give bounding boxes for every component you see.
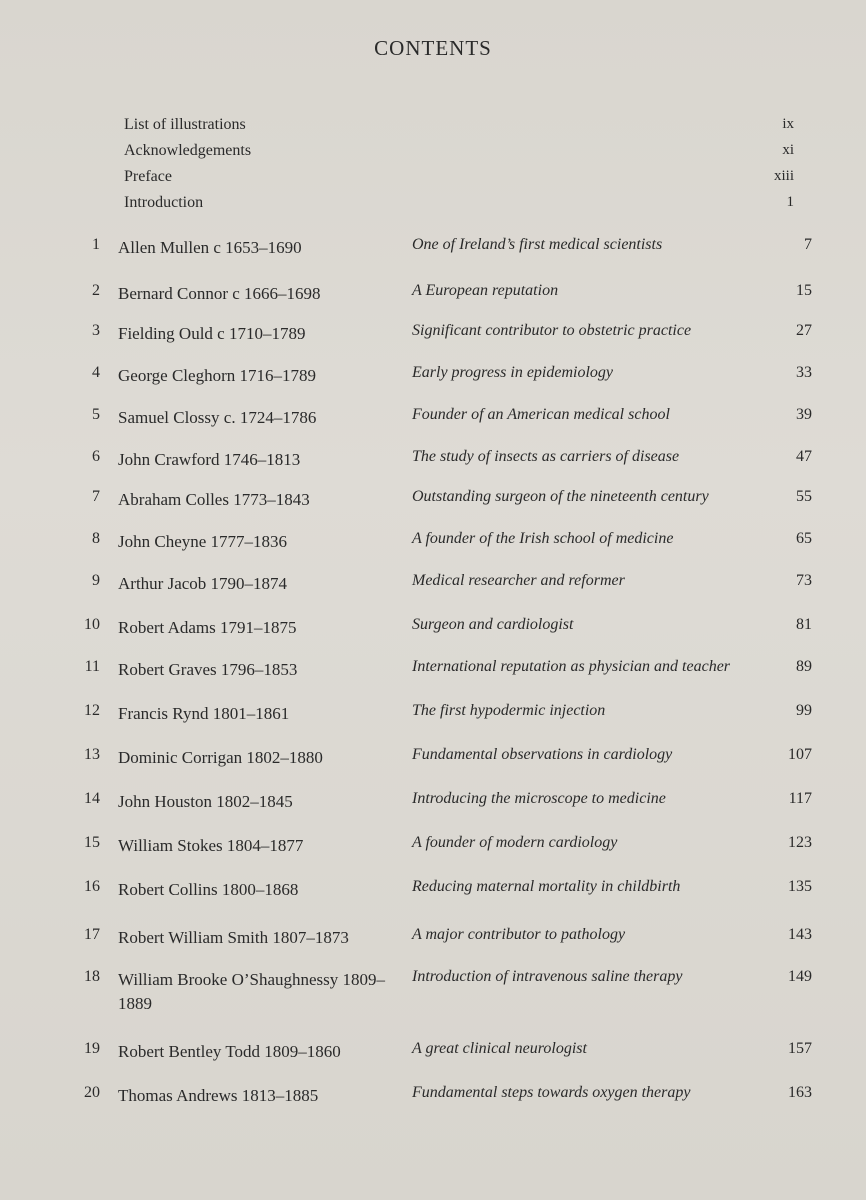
chapter-description: The first hypodermic injection [412,702,606,719]
chapter-number: 3 [92,322,100,339]
chapter-page: 135 [788,878,812,895]
front-matter-label: Introduction [124,194,204,211]
chapter-description: Founder of an American medical school [412,406,670,423]
chapter-page: 27 [796,322,812,339]
chapter-description: Introducing the microscope to medicine [412,790,666,807]
front-matter-page: 1 [786,194,794,210]
chapter-page: 47 [796,448,812,465]
chapter-description: Significant contributor to obstetric practice [412,322,692,339]
chapter-number: 5 [92,406,100,423]
chapter-name: George Cleghorn 1716–1789 [118,366,316,385]
chapter-name: Robert Graves 1796–1853 [118,660,298,679]
front-matter-page: xi [782,142,794,158]
front-matter-item [124,194,794,220]
chapter-page: 143 [788,926,812,943]
chapter-description: Fundamental steps towards oxygen therapy [412,1084,691,1101]
chapter-number: 10 [84,616,100,633]
chapter-number: 17 [84,926,100,943]
chapter-description: Introduction of intravenous saline therapy [412,968,683,985]
front-matter-item [124,142,794,168]
front-matter-item [124,168,794,194]
chapter-description: Surgeon and cardiologist [412,616,574,633]
chapter-name: Dominic Corrigan 1802–1880 [118,748,323,767]
chapter-page: 123 [788,834,812,851]
chapter-number: 8 [92,530,100,547]
front-matter-label: List of illustrations [124,116,246,133]
chapter-number: 1 [92,236,100,253]
chapter-name: Robert Adams 1791–1875 [118,618,297,637]
chapter-page: 81 [796,616,812,633]
chapter-name: Robert William Smith 1807–1873 [118,928,349,947]
chapter-name: John Cheyne 1777–1836 [118,532,288,551]
chapter-number: 9 [92,572,100,589]
front-matter-page: xiii [773,168,794,184]
chapter-page: 65 [796,530,812,547]
chapter-name: Robert Bentley Todd 1809–1860 [118,1042,341,1061]
chapter-page: 55 [796,488,812,505]
front-matter-label: Acknowledgements [124,142,252,159]
chapter-number: 13 [84,746,100,763]
chapter-description: Outstanding surgeon of the nineteenth century [412,488,709,505]
chapter-number: 15 [84,834,100,851]
chapter-description: A European reputation [412,282,559,299]
chapter-number: 19 [84,1040,100,1057]
chapter-description: A great clinical neurologist [412,1040,587,1057]
front-matter-item [124,116,794,142]
chapter-number: 4 [92,364,100,381]
chapter-number: 2 [92,282,100,299]
chapter-name: Abraham Colles 1773–1843 [118,490,310,509]
chapter-page: 89 [796,658,812,675]
chapter-name: Robert Collins 1800–1868 [118,880,299,899]
chapter-page: 149 [788,968,812,985]
chapter-number: 12 [84,702,100,719]
chapter-name: William Stokes 1804–1877 [118,836,304,855]
chapter-number: 16 [84,878,100,895]
chapter-description: International reputation as physician and teacher [412,658,731,675]
chapter-description: A major contributor to pathology [412,926,626,943]
chapter-name: Bernard Connor c 1666–1698 [118,284,321,303]
chapter-page: 163 [788,1084,812,1101]
chapter-description: Fundamental observations in cardiology [412,746,673,763]
front-matter-list [124,116,794,220]
chapter-description: A founder of the Irish school of medicine [412,530,674,547]
chapter-name: Samuel Clossy c. 1724–1786 [118,408,317,427]
chapter-name: Allen Mullen c 1653–1690 [118,238,302,257]
chapter-number: 18 [84,968,100,985]
chapter-page: 15 [796,282,812,299]
chapter-description: Early progress in epidemiology [412,364,614,381]
chapter-name: John Crawford 1746–1813 [118,450,301,469]
front-matter-label: Preface [124,168,172,185]
chapter-page: 39 [796,406,812,423]
chapter-name: Francis Rynd 1801–1861 [118,704,290,723]
chapter-name: Fielding Ould c 1710–1789 [118,324,306,343]
chapter-number: 14 [84,790,100,807]
chapter-page: 7 [804,236,812,253]
chapter-page: 117 [788,790,812,807]
chapter-number: 20 [84,1084,100,1101]
chapter-number: 6 [92,448,100,465]
chapter-number: 7 [92,488,100,505]
chapter-number: 11 [84,658,100,675]
chapter-description: Medical researcher and reformer [412,572,625,589]
chapter-description: Reducing maternal mortality in childbirth [412,878,681,895]
chapter-name: Arthur Jacob 1790–1874 [118,574,288,593]
front-matter-page: ix [782,116,794,132]
chapter-description: A founder of modern cardiology [412,834,618,851]
chapter-page: 99 [796,702,812,719]
chapter-description: One of Ireland’s first medical scientists [412,236,663,253]
chapter-description: The study of insects as carriers of disease [412,448,680,465]
chapter-page: 107 [788,746,812,763]
chapter-page: 157 [788,1040,812,1057]
chapter-name: William Brooke O’Shaughnessy 1809–1889 [118,970,386,1013]
chapter-name: Thomas Andrews 1813–1885 [118,1086,319,1105]
page-title: CONTENTS [374,36,492,60]
chapter-page: 33 [796,364,812,381]
chapter-page: 73 [796,572,812,589]
chapter-name: John Houston 1802–1845 [118,792,293,811]
